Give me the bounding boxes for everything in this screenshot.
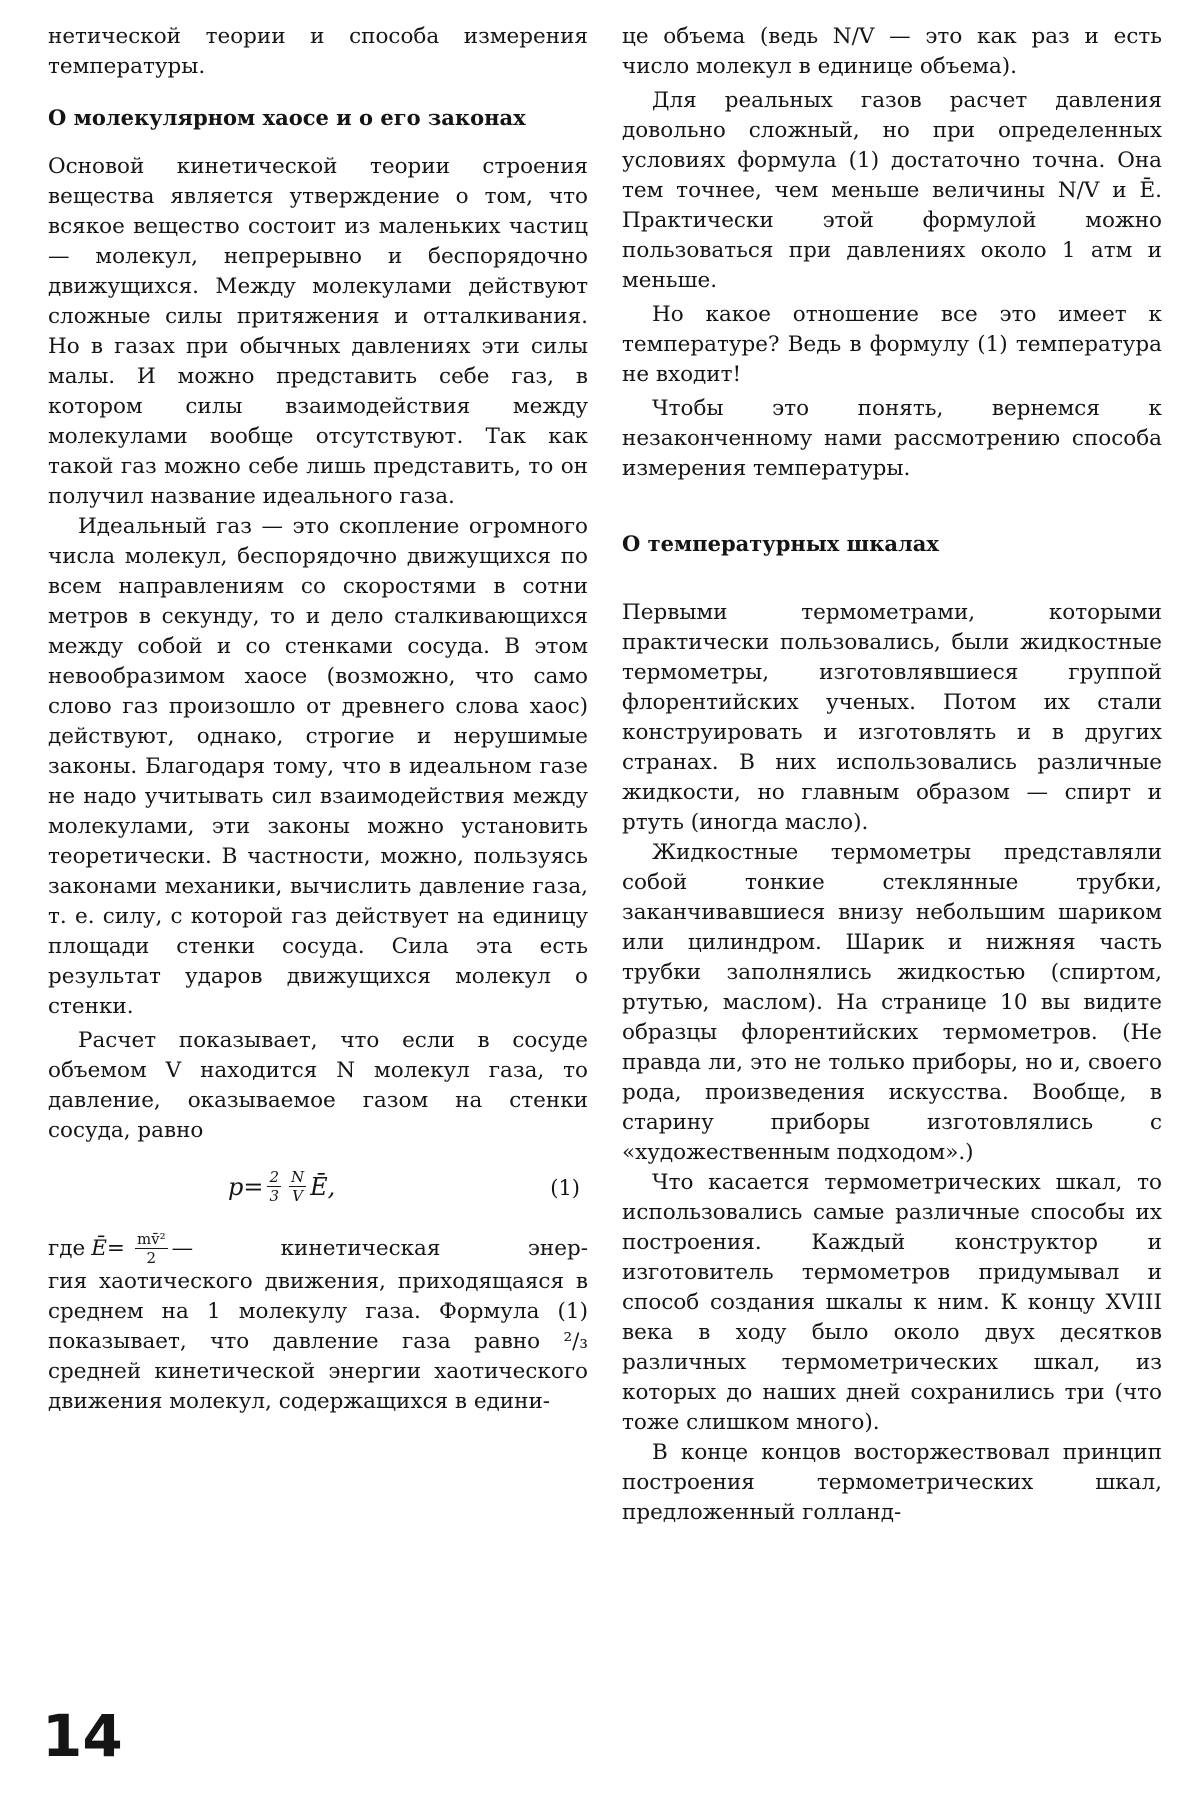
paragraph: В конце концов восторжествовал принцип построения термометрических шкал, предложенный голланд- [622, 1440, 1162, 1525]
paragraph: це объема (ведь N/V — это как раз и есть число молекул в единице объема). [622, 24, 1162, 79]
left-column [48, 22, 588, 1417]
paragraph: гия хаотического движения, приходящаяся в среднем на 1 молекулу газа. Формула (1) показывает, что давление газа равно ²/₃ средней кинетической энергии хаотического движения молекул, содержащихся в едини- [48, 1269, 588, 1414]
page-number: 14 [42, 1702, 123, 1770]
paragraph: Расчет показывает, что если в сосуде объемом V находится N молекул газа, то давление, оказываемое газом на стенки сосуда, равно [48, 1028, 588, 1143]
where-word: где [48, 1235, 86, 1261]
paragraph: Но какое отношение все это имеет к температуре? Ведь в формулу (1) температура не входит! [622, 302, 1162, 387]
fraction-two-thirds [267, 1168, 281, 1205]
fraction-n-over-v [289, 1168, 306, 1205]
equation-number: (1) [550, 1176, 580, 1200]
fraction-numerator: N [291, 1168, 305, 1186]
intro-text: нетической теории и способа измерения температуры. [48, 24, 588, 79]
fraction-numerator: 2 [269, 1168, 280, 1186]
paragraph: Для реальных газов расчет давления довольно сложный, но при определенных условиях формула (1) достаточно точна. Она тем точнее, чем меньше величины N/V и Ē. Практически этой формулой можно пользоваться при давлениях около 1 атм и меньше. [622, 88, 1162, 293]
section-heading-molecular-chaos: О молекулярном хаосе и о его законах [48, 105, 526, 130]
energy-symbol: Ē= [91, 1235, 125, 1261]
paragraph: Основой кинетической теории строения вещества является утверждение о том, что всякое вещество состоит из маленьких частиц — молекул, непрерывно и беспорядочно движущихся. Между молекулами действуют сложные силы притяжения и отталкивания. Но в газах при обычных давлениях эти силы малы. И можно представить себе газ, в котором силы взаимодействия между молекулами вообще отсутствуют. Так как такой газ можно себе лишь представить, то он получил название идеального газа. [48, 154, 588, 509]
paragraph: Чтобы это понять, вернемся к незаконченному нами рассмотрению способа измерения температуры. [622, 396, 1162, 481]
formula-lhs: p= [228, 1172, 264, 1201]
fraction-denominator: V [292, 1187, 304, 1205]
formula-energy: Ē, [310, 1172, 336, 1201]
paragraph: Первыми термометрами, которыми практически пользовались, были жидкостные термометры, изготовлявшиеся группой флорентийских ученых. Потом их стали конструировать и изготовлять и в других странах. В них использовались различные жидкости, но главным образом — спирт и ртуть (иногда масло). [622, 600, 1162, 835]
paragraph: Идеальный газ — это скопление огромного числа молекул, беспорядочно движущихся по всем направлениям со скоростями в сотни метров в секунду, то и дело сталкивающихся между собой и со стенками сосуда. В этом невообразимом хаосе (возможно, что само слово газ произошло от древнего слова хаос) действуют, однако, строгие и нерушимые законы. Благодаря тому, что в идеальном газе не надо учитывать сил взаимодействия между молекулами, эти законы можно установить теоретически. В частности, можно, пользуясь законами механики, вычислить давление газа, т. е. силу, с которой газ действует на единицу площади стенки сосуда. Сила эта есть результат ударов движущихся молекул о стенки. [48, 514, 588, 1019]
paragraph: Что касается термометрических шкал, то использовались самые различные способы их построения. Каждый конструктор и изготовитель термометров придумывал и способ создания шкалы к ним. К концу XVIII века в ходу было около двух десятков различных термометрических шкал, из которых до наших дней сохранились три (что тоже слишком много). [622, 1170, 1162, 1435]
energy-definition [48, 1230, 588, 1267]
fraction-mv2-over-2 [135, 1230, 168, 1267]
definition-continuation: — кинетическая энер- [171, 1235, 588, 1261]
fraction-numerator: mv̄² [136, 1230, 166, 1248]
fraction-denominator: 2 [146, 1249, 157, 1267]
pressure-formula [48, 1162, 588, 1224]
paragraph: Жидкостные термометры представляли собой тонкие стеклянные трубки, заканчивавшиеся внизу небольшим шариком или цилиндром. Шарик и нижняя часть трубки заполнялись жидкостью (спиртом, ртутью, маслом). На странице 10 вы видите образцы флорентийских термометров. (Не правда ли, это не только приборы, но и, своего рода, произведения искусства. Вообще, в старину приборы изготовлялись с «художественным подходом».) [622, 840, 1162, 1165]
fraction-denominator: 3 [269, 1187, 280, 1205]
section-heading-temperature-scales: О температурных шкалах [622, 531, 939, 556]
right-column [622, 22, 1162, 1528]
